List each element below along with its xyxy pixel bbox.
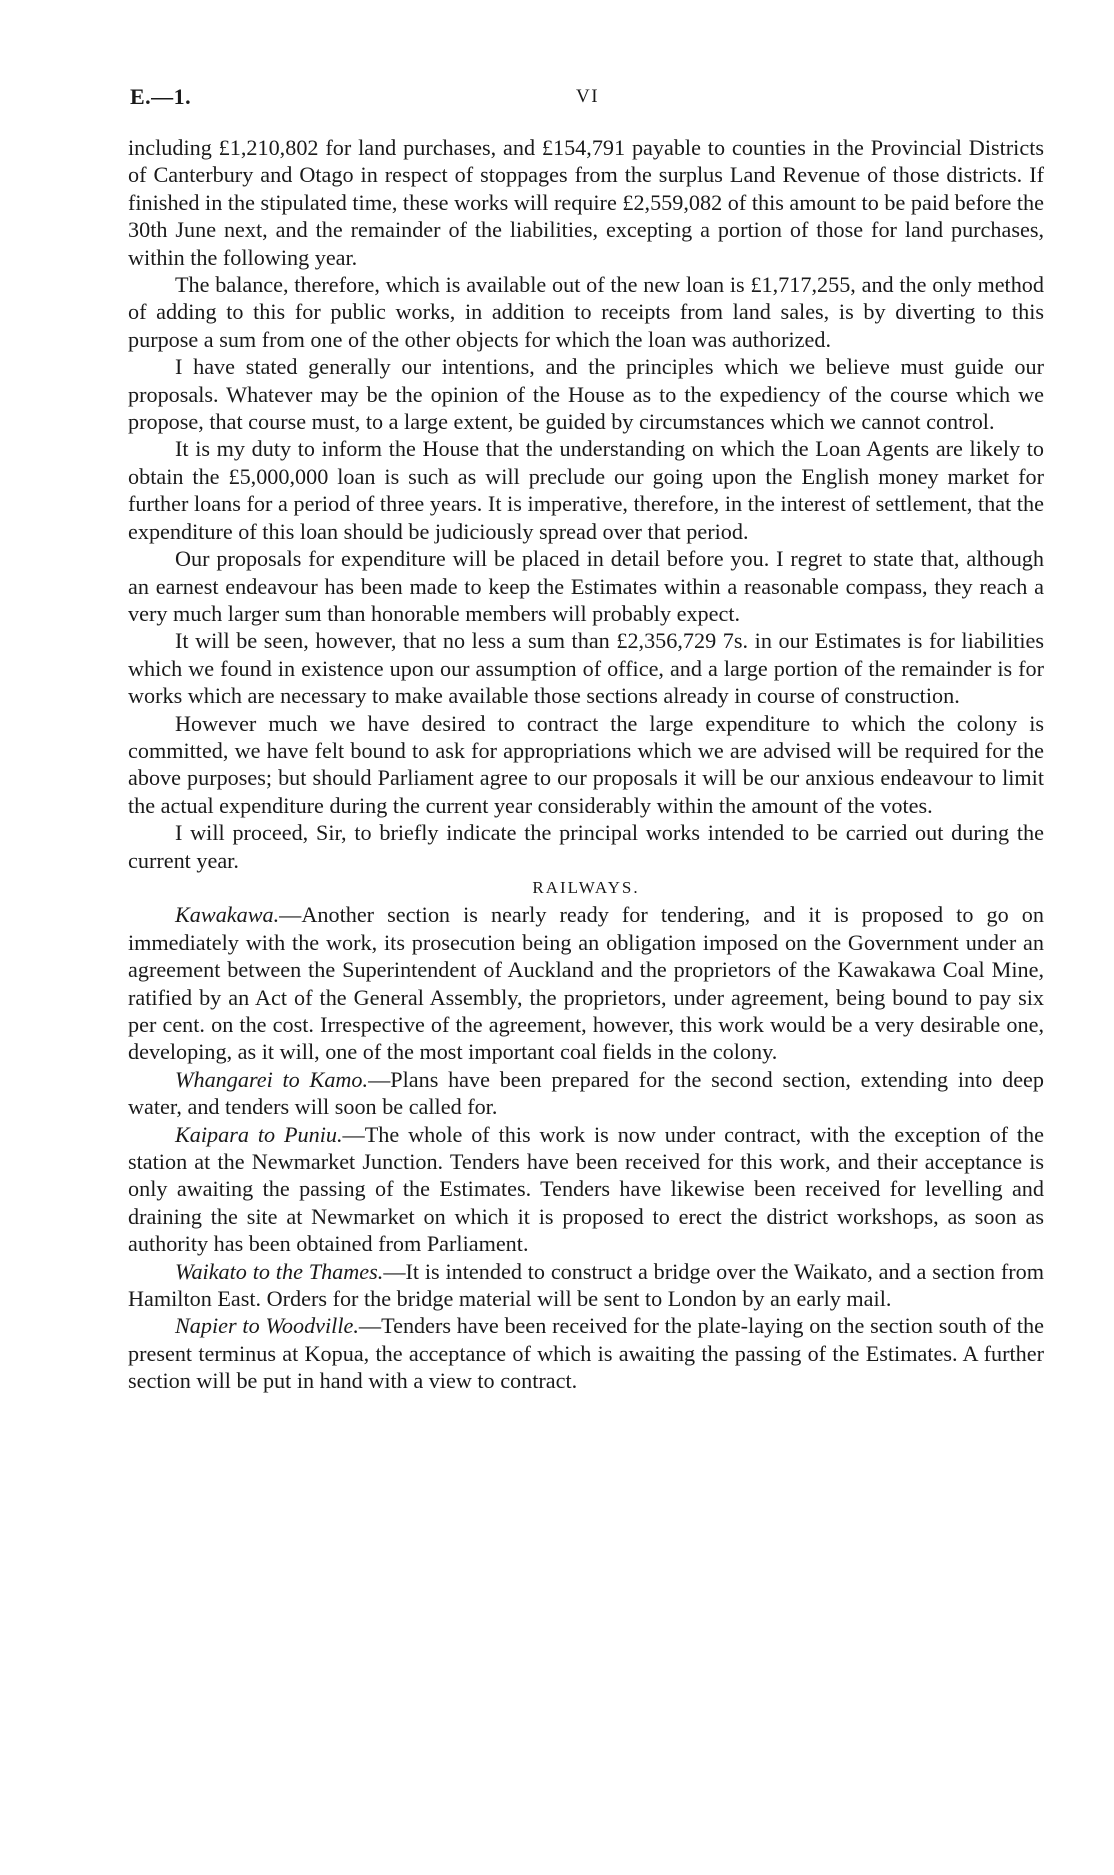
- railway-entry-text: —The whole of this work is now under contract, with the exception of the station at the Newmarket Junction. Tenders have been received for this work, and their acceptance is only awaiting the passing of the Estimates. Tenders have likewise been received for levelling and draining the site at Newmarket on which it is proposed to erect the district workshops, as soon as authority has been obtained from Parliament.: [128, 1121, 1044, 1257]
- railway-entry: [128, 1312, 1044, 1394]
- paragraph: Our proposals for expenditure will be placed in detail before you. I regret to state that, although an earnest endeavour has been made to keep the Estimates within a reasonable compass, they reach a very much larger sum than honorable members will probably expect.: [128, 546, 1044, 626]
- railway-entry: [128, 1258, 1044, 1313]
- paragraph: The balance, therefore, which is available out of the new loan is £1,717,255, and the only method of adding to this for public works, in addition to receipts from land sales, is by diverting to this purpose a sum from one of the other objects for which the loan was authorized.: [128, 272, 1044, 352]
- paragraph: It is my duty to inform the House that the understanding on which the Loan Agents are likely to obtain the £5,000,000 loan is such as will preclude our going upon the English money market for further loans for a period of three years. It is imperative, therefore, in the interest of settlement, that the expenditure of this loan should be judiciously spread over that period.: [128, 436, 1044, 544]
- railway-entry-text: —Plans have been prepared for the second section, extending into deep water, and tenders will soon be called for.: [128, 1066, 1044, 1120]
- railway-entry-title: Kawakawa.: [175, 902, 280, 928]
- railway-entry: [128, 1121, 1044, 1258]
- paragraph: However much we have desired to contract the large expenditure to which the colony is committed, we have felt bound to ask for appropriations which we are advised will be required for the above purposes; but should Parliament agree to our proposals it will be our anxious endeavour to limit the actual expenditure during the current year considerably within the amount of the votes.: [128, 710, 1044, 818]
- paragraph: I have stated generally our intentions, and the principles which we believe must guide our proposals. Whatever may be the opinion of the House as to the expediency of the course which we propose, that course must, to a large extent, be guided by circumstances which we cannot control.: [128, 354, 1044, 435]
- page-header: [130, 84, 1045, 114]
- page-number: VI: [575, 86, 600, 107]
- railway-entry: [128, 1066, 1044, 1121]
- railway-entry-text: —Another section is nearly ready for tendering, and it is proposed to go on immediately with the work, its prosecution being an obligation imposed on the Government under an agreement between the Superintendent of Auckland and the proprietors of the Kawakawa Coal Mine, ratified by an Act of the General Assembly, the proprietors, under agreement, being bound to pay six per cent. on the cost. Irrespective of the agreement, however, this work would be a very desirable one, developing, as it will, one of the most important coal fields in the colony.: [128, 902, 1044, 1065]
- railway-entry-title: Kaipara to Puniu.: [175, 1121, 343, 1147]
- railway-entry-title: Whangarei to Kamo.: [175, 1066, 369, 1092]
- railway-entry-title: Waikato to the Thames.: [175, 1258, 384, 1284]
- body-text: [128, 134, 1044, 1395]
- paragraph: I will proceed, Sir, to briefly indicate the principal works intended to be carried out during the current year.: [128, 820, 1044, 873]
- railway-entry: [128, 901, 1044, 1065]
- section-heading: RAILWAYS.: [532, 877, 640, 897]
- paragraph: It will be seen, however, that no less a sum than £2,356,729 7s. in our Estimates is for liabilities which we found in existence upon our assumption of office, and a large portion of the remainder is for works which are necessary to make available those sections already in course of construction.: [128, 628, 1044, 709]
- document-reference: E.—1.: [130, 84, 192, 109]
- railway-entry-title: Napier to Woodville.: [175, 1313, 359, 1339]
- railway-entry-text: —It is intended to construct a bridge over the Waikato, and a section from Hamilton East. Orders for the bridge material will be sent to London by an early mail.: [128, 1258, 1044, 1312]
- paragraph: including £1,210,802 for land purchases, and £154,791 payable to counties in the Provincial Districts of Canterbury and Otago in respect of stoppages from the surplus Land Revenue of those districts. If finished in the stipulated time, these works will require £2,559,082 of this amount to be paid before the 30th June next, and the remainder of the liabilities, excepting a portion of those for land purchases, within the following year.: [128, 135, 1044, 270]
- railway-entry-text: —Tenders have been received for the plate-laying on the section south of the present terminus at Kopua, the acceptance of which is awaiting the passing of the Estimates. A further section will be put in hand with a view to contract.: [128, 1313, 1045, 1394]
